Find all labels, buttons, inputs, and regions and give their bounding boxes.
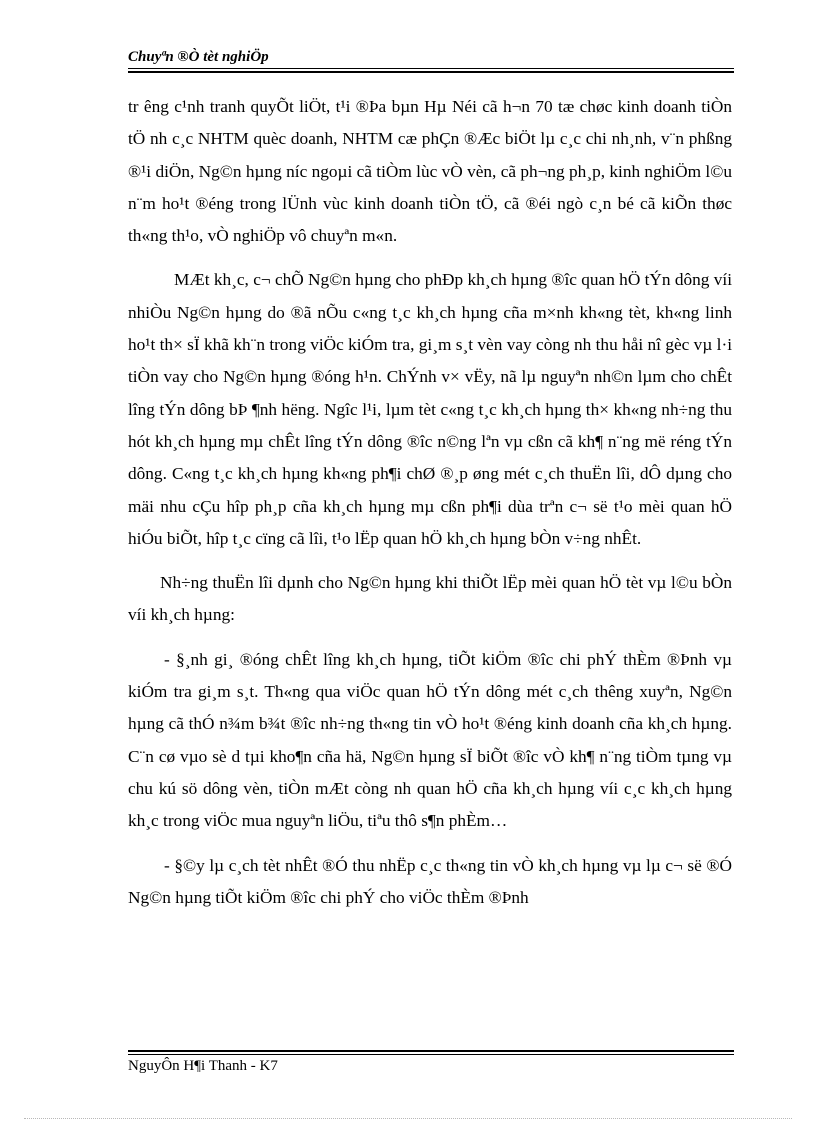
page-header-title: Chuyªn ®Ò tèt nghiÖp [128, 49, 269, 65]
header-rule-thick [128, 71, 734, 73]
footer-author: NguyÔn H¶i Thanh [128, 1058, 248, 1074]
paragraph-2: MÆt kh¸c, c¬ chÕ Ng©n hµng cho phÐp kh¸ch hµng ®îc quan hÖ tÝn dông víi nhiÒu Ng©n hµng do ®ã nÕu c«ng t¸c kh¸ch hµng cña m×nh kh«ng tèt, kh«ng linh ho¹t th× sÏ khã kh¨n trong viÖc kiÓm tra, gi¸m s¸t vèn vay còng nh thu håi nî gèc vµ l·i tiÒn vay cho Ng©n hµng ®óng h¹n. ChÝnh v× vËy, nã lµ nguyªn nh©n lµm cho chÊt lîng tÝn dông bÞ ¶nh hëng. Ngîc l¹i, lµm tèt c«ng t¸c kh¸ch hµng th× kh«ng nh÷ng thu hót kh¸ch hµng mµ chÊt lîng tÝn dông ®îc n©ng lªn vµ cßn cã kh¶ n¨ng më réng tÝn dông. C«ng t¸c kh¸ch hµng kh«ng ph¶i chØ ®¸p øng mét c¸ch thuËn lîi, dÔ dµng cho mäi nhu cÇu hîp ph¸p cña kh¸ch hµng mµ cßn ph¶i dùa trªn c¬ së t¹o mèi quan hÖ hiÓu biÕt, hîp t¸c cïng cã lîi, t¹o lËp quan hÖ kh¸ch hµng bÒn v÷ng nhÊt. [128, 270, 732, 548]
paragraph-4: - §¸nh gi¸ ®óng chÊt lîng kh¸ch hµng, tiÕt kiÖm ®îc chi phÝ thÈm ®Þnh vµ kiÓm tra gi¸m s¸t. Th«ng qua viÖc quan hÖ tÝn dông mét c¸ch thêng xuyªn, Ng©n hµng cã thÓ n¾m b¾t ®îc nh÷ng th«ng tin vÒ ho¹t ®éng kinh doanh cña kh¸ch hµng. C¨n cø vµo sè d tµi kho¶n cña hä, Ng©n hµng sÏ biÕt ®îc vÒ kh¶ n¨ng tiÒm tµng vµ chu kú sö dông vèn, tiÒn mÆt còng nh quan hÖ cña kh¸ch hµng víi c¸c kh¸ch hµng kh¸c trong viÖc mua nguyªn liÖu, tiªu thô s¶n phÈm… [128, 649, 732, 831]
header-rule-thin [128, 68, 734, 69]
footer-separator: - [247, 1058, 260, 1074]
paragraph-1: tr êng c¹nh tranh quyÕt liÖt, t¹i ®Þa bµn Hµ Néi cã h¬n 70 tæ chøc kinh doanh tiÒn tÖ nh c¸c NHTM quèc doanh, NHTM cæ phÇn ®Æc biÖt lµ c¸c chi nh¸nh, v¨n phßng ®¹i diÖn, Ng©n hµng níc ngoµi cã tiÒm lùc vÒ vèn, cã ph¬ng ph¸p, kinh nghiÖm l©u n¨m ho¹t ®éng trong lÜnh vùc kinh doanh tiÒn tÖ, cã ®éi ngò c¸n bé cã kiÕn thøc th«ng th¹o, vÒ nghiÖp vô chuyªn m«n. [128, 97, 732, 246]
body-text [128, 91, 732, 926]
page-bottom-dotted-border [24, 1118, 792, 1119]
page-footer [128, 1058, 278, 1075]
footer-class: K7 [259, 1058, 278, 1074]
footer-rule-thick [128, 1050, 734, 1052]
footer-rule-thin [128, 1054, 734, 1055]
paragraph-3: Nh÷ng thuËn lîi dµnh cho Ng©n hµng khi thiÕt lËp mèi quan hÖ tèt vµ l©u bÒn víi kh¸ch hµng: [128, 573, 732, 625]
paragraph-5: - §©y lµ c¸ch tèt nhÊt ®Ó thu nhËp c¸c th«ng tin vÒ kh¸ch hµng vµ lµ c¬ së ®Ó Ng©n hµng tiÕt kiÖm ®îc chi phÝ cho viÖc thÈm ®Þnh [128, 855, 732, 907]
